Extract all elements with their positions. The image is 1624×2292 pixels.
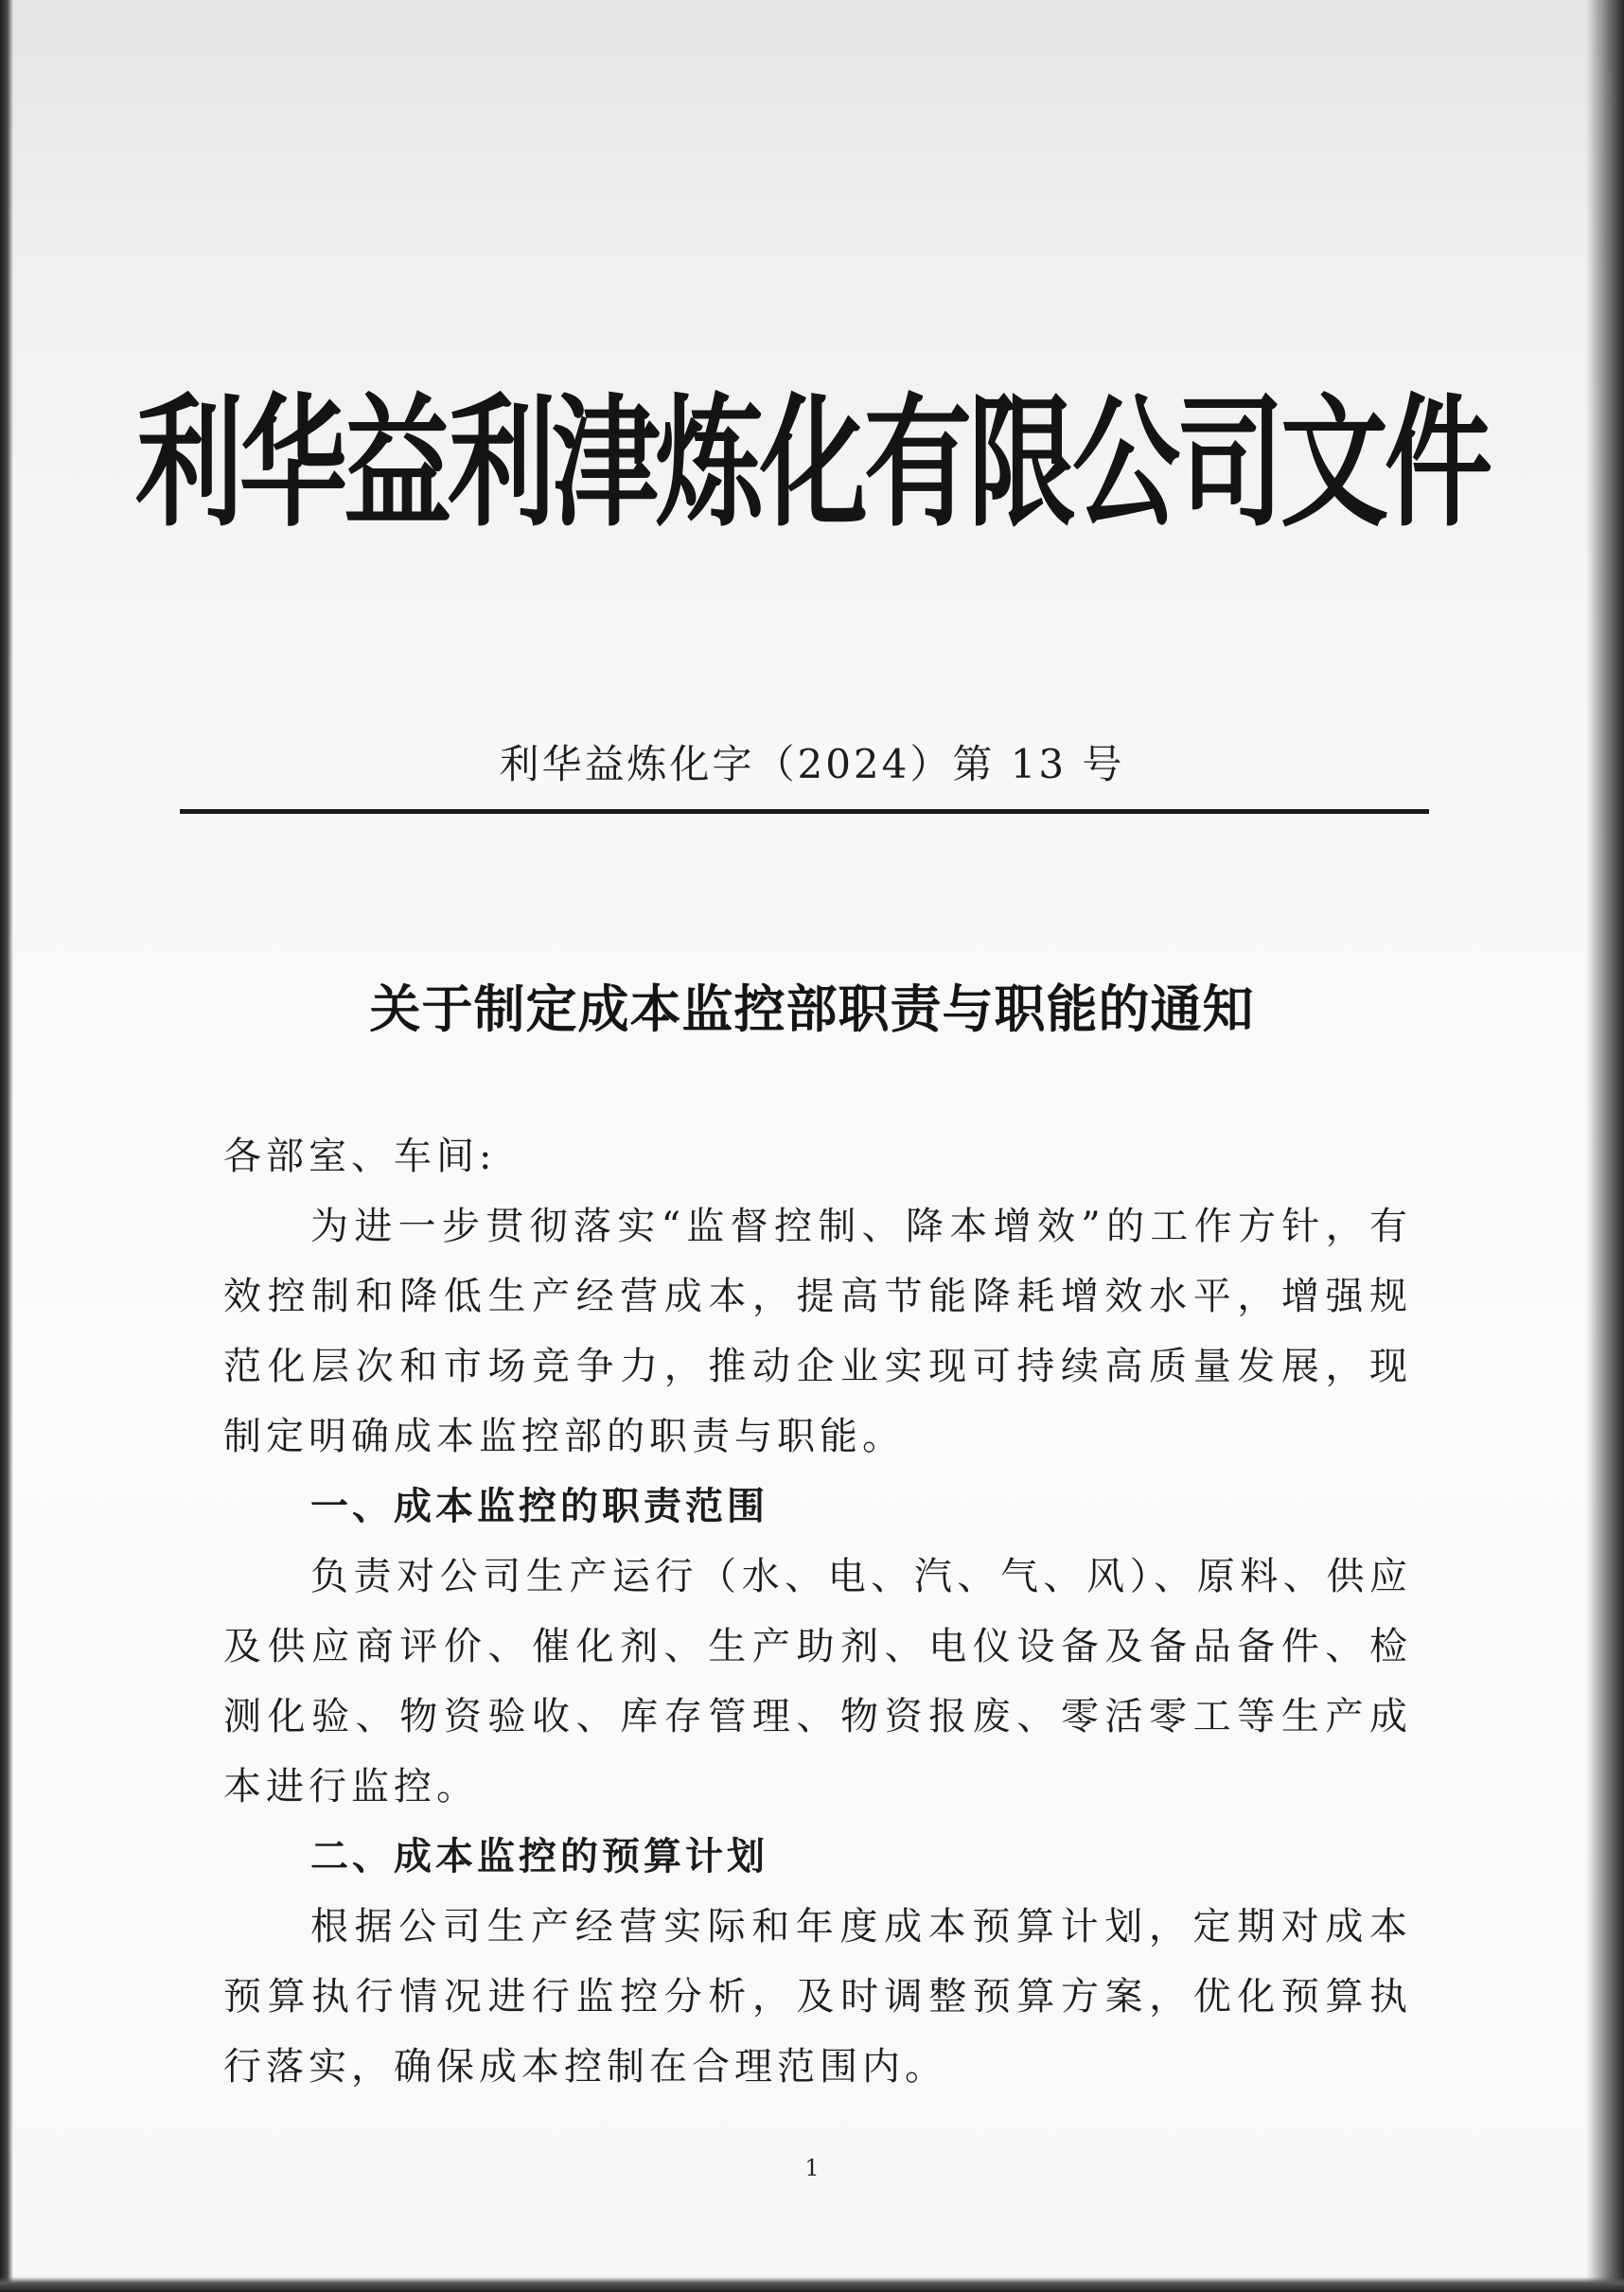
intro-paragraph: 为进一步贯彻落实“监督控制、降本增效”的工作方针，有效控制和降低生产经营成本，提高节能降耗增效水平，增强规范化层次和市场竞争力，推动企业实现可持续高质量发展，现制定明确成本监控部的职责与职能。 (223, 1205, 1412, 1458)
salutation: 各部室、车间: (223, 1135, 497, 1178)
document-number: 利华益炼化字（2024）第 13 号 (499, 741, 1125, 787)
notice-title: 关于制定成本监控部职责与职能的通知 (369, 979, 1255, 1039)
scan-edge-bottom (0, 2277, 1624, 2292)
scan-edge-right (1586, 0, 1624, 2292)
section-paragraph: 负责对公司生产运行（水、电、汽、气、风）、原料、供应及供应商评价、催化剂、生产助剂、电仪设备及备品备件、检测化验、物资验收、库存管理、物资报废、零活零工等生产成本进行监控。 (223, 1555, 1412, 1808)
page-number: 1 (804, 2155, 820, 2181)
section-paragraph: 根据公司生产经营实际和年度成本预算计划，定期对成本预算执行情况进行监控分析，及时调整预算方案，优化预算执行落实，确保成本控制在合理范围内。 (223, 1905, 1412, 2089)
masthead: 利华益利津炼化有限公司文件 (134, 379, 1489, 547)
header-divider (180, 809, 1429, 814)
scan-edge-left (0, 0, 13, 2292)
section-heading: 二、成本监控的预算计划 (310, 1835, 768, 1878)
notice-body (223, 1121, 1412, 2102)
section-heading: 一、成本监控的职责范围 (310, 1485, 768, 1528)
